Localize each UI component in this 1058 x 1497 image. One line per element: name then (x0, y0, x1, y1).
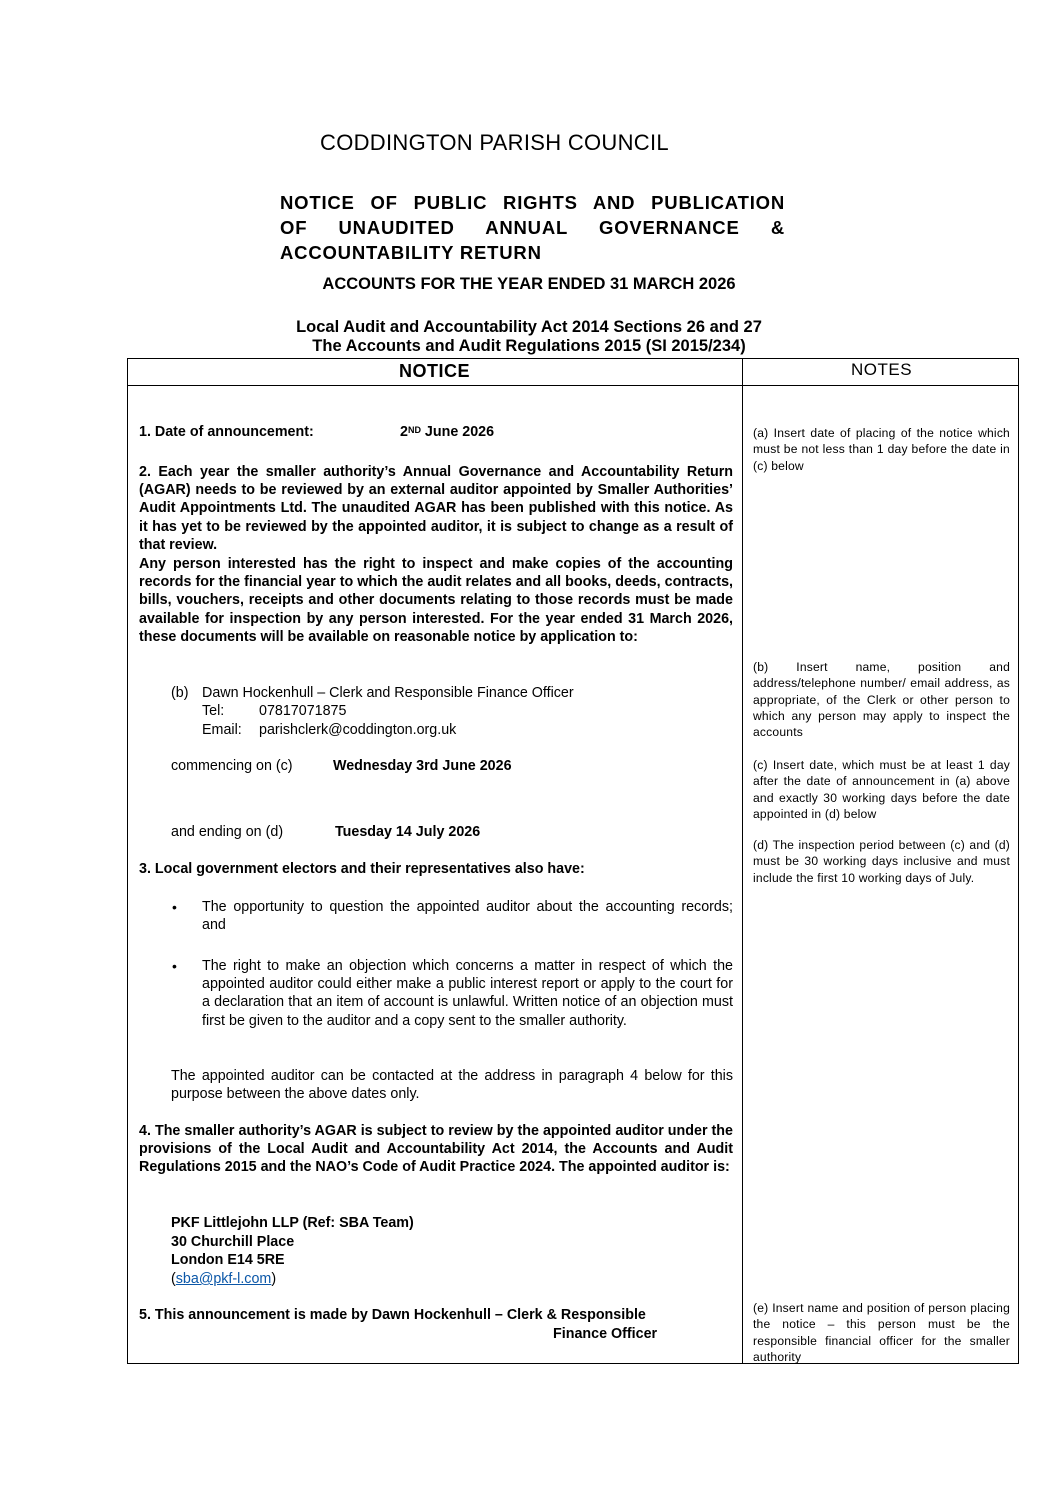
note-e: (e) Insert name and position of person placing the notice – this person must be the responsible financial officer for the smaller authority (753, 1301, 1010, 1364)
title-line-3: ACCOUNTABILITY RETURN (280, 242, 542, 263)
act-line-1: Local Audit and Accountability Act 2014 Sections 26 and 27 (296, 318, 762, 336)
contact-tel-label: Tel: (202, 703, 225, 719)
section-4-paragraph: 4. The smaller authority’s AGAR is subject to review by the appointed auditor under the provisions of the Local Audit and Accountability Act 2014, the Accounts and Audit Regulations 2015 and the NAO’s Code of Audit Practice 2024. The appointed auditor is: (139, 1123, 733, 1176)
section-2-paragraph-1: 2. Each year the smaller authority’s Annual Governance and Accountability Return (AGAR) needs to be reviewed by an external auditor appointed by Smaller Authorities’ Audit Appointments Ltd. The unaudited AGAR has been published with this notice. As it has yet to be reviewed by the appointed auditor, it is subject to change as a result of that review. (139, 464, 733, 553)
header-divider (127, 385, 1019, 386)
title-line-2: OF UNAUDITED ANNUAL GOVERNANCE & (280, 217, 785, 238)
council-name: CODDINGTON PARISH COUNCIL (320, 130, 669, 155)
notice-title (280, 190, 785, 265)
contact-tel: 07817071875 (259, 703, 347, 719)
note-a: (a) Insert date of placing of the notice which must be not less than 1 day before the date in (c) below (753, 426, 1010, 473)
legislation-block (0, 318, 1058, 356)
bullet-1-marker: • (172, 899, 177, 915)
contact-email: parishclerk@coddington.org.uk (259, 722, 457, 738)
auditor-contact-note: The appointed auditor can be contacted at the address in paragraph 4 below for this purpose between the above dates only. (171, 1068, 733, 1103)
title-line-1: NOTICE OF PUBLIC RIGHTS AND PUBLICATION (280, 192, 785, 213)
contact-name: Dawn Hockenhull – Clerk and Responsible Finance Officer (202, 685, 574, 701)
announcement-date-label: 1. Date of announcement: (139, 424, 314, 440)
note-c: (c) Insert date, which must be at least 1 day after the date of announcement in (a) above and exactly 30 working days before the date appointed in (d) below (753, 758, 1010, 821)
section-5-line-2: Finance Officer (553, 1326, 658, 1342)
act-line-2: The Accounts and Audit Regulations 2015 (SI 2015/234) (312, 337, 746, 355)
note-b: (b) Insert name, position and address/telephone number/ email address, as appropriate, of the Clerk or other person to which any person may apply to inspect the accounts (753, 660, 1010, 740)
note-d: (d) The inspection period between (c) and (d) must be 30 working days inclusive and must include the first 10 working days of July. (753, 838, 1010, 885)
notes-column-heading: NOTES (850, 360, 913, 379)
announcement-date (400, 423, 494, 441)
bullet-1-text: The opportunity to question the appointed auditor about the accounting records; and (202, 899, 733, 934)
ending-date: Tuesday 14 July 2026 (335, 824, 481, 840)
bullet-2-marker: • (172, 958, 177, 974)
section-2-paragraph-2: Any person interested has the right to inspect and make copies of the accounting records for the financial year to which the audit relates and all books, deeds, contracts, bills, vouchers, receipts and other documents relating to those records must be made available for inspection by any person interested. For the year ended 31 March 2026, these documents will be available on reasonable notice by application to: (139, 556, 733, 645)
notice-column-heading: NOTICE (398, 361, 470, 381)
paren-close: ) (271, 1271, 277, 1287)
section-3-heading: 3. Local government electors and their representatives also have: (139, 861, 585, 877)
auditor-email-line (171, 1270, 276, 1288)
auditor-address-line-1: 30 Churchill Place (171, 1234, 295, 1250)
contact-email-label: Email: (202, 722, 242, 738)
bullet-2-text: The right to make an objection which concerns a matter in respect of which the appointed auditor could either make a public interest report or apply to the court for a declaration that an item of account is unlawful. Written notice of an objection must first be given to the auditor and a copy sent to the smaller authority. (202, 958, 733, 1029)
contact-marker: (b) (171, 685, 189, 701)
auditor-name: PKF Littlejohn LLP (Ref: SBA Team) (171, 1215, 414, 1231)
section-5-line-1: 5. This announcement is made by Dawn Hockenhull – Clerk & Responsible (139, 1307, 646, 1323)
paren-open: ( (171, 1271, 176, 1287)
commencing-label: commencing on (c) (171, 758, 293, 774)
date-suffix: ND (407, 425, 421, 435)
column-divider (742, 358, 743, 1364)
auditor-address-line-2: London E14 5RE (171, 1252, 285, 1268)
date-day: 2 (400, 424, 408, 440)
date-month-year: June 2026 (420, 424, 495, 440)
auditor-email-link[interactable]: sba@pkf-l.com (175, 1271, 272, 1287)
commencing-date: Wednesday 3rd June 2026 (333, 758, 512, 774)
accounts-year: ACCOUNTS FOR THE YEAR ENDED 31 MARCH 2026 (322, 275, 736, 293)
ending-label: and ending on (d) (171, 824, 284, 840)
